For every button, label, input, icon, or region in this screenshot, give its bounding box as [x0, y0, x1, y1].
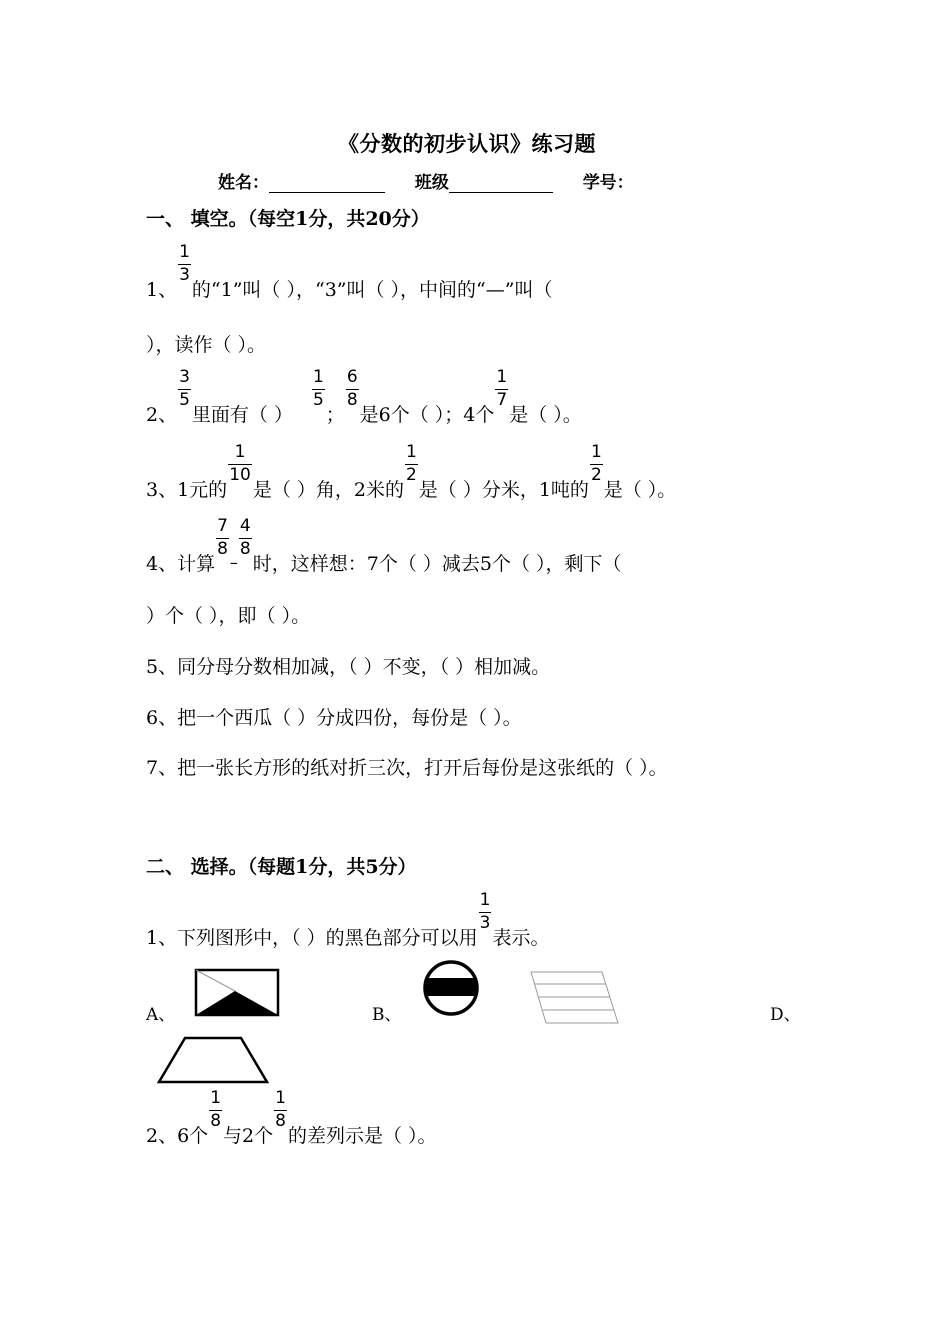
fraction: $\frac{1}{10}$	[229, 442, 251, 485]
number-label: 学号：	[582, 173, 634, 193]
option-a-label[interactable]: A、	[146, 1005, 176, 1025]
question-1-5: 5、同分母分数相加减，（ ）不变，（ ）相加减。	[146, 656, 551, 678]
question-1-3: 3、1元的 $\frac{1}{10}$ 是（ ）角，2米的 $\frac{1}{2}$ 是（ ）分米，1吨的 $\frac{1}{2}$ 是（ ）。	[146, 442, 677, 501]
page-title: 《分数的初步认识》练习题	[338, 131, 596, 156]
question-1-4: 4、计算 $\frac{7}{8}$ – $\frac{4}{8}$ 时，这样想：7个（ ）减去5个（ ），剩下（	[146, 516, 622, 575]
fraction: $\frac{4}{8}$	[239, 516, 251, 559]
fraction: $\frac{1}{2}$	[590, 442, 602, 485]
fraction: $\frac{6}{8}$	[346, 367, 358, 410]
fraction: $\frac{1}{2}$	[405, 442, 417, 485]
name-label: 姓名：	[218, 173, 269, 193]
question-1-1-cont: ），读作（ ）。	[146, 334, 267, 356]
question-1-1: 1、 $\frac{1}{3}$ 的“1”叫（ ），“3”叫（ ），中间的“—”叫（	[146, 242, 553, 301]
question-1-2: 2、 $\frac{3}{5}$ 里面有（ ） $\frac{1}{5}$ ； $\frac{6}{8}$ 是6个（ ）；4个 $\frac{1}{7}$ 是（ ）。	[146, 367, 582, 426]
question-2-1: 1、下列图形中，（ ）的黑色部分可以用 $\frac{1}{3}$ 表示。	[146, 890, 550, 949]
option-d-label[interactable]: D、	[770, 1005, 801, 1025]
student-info	[218, 168, 634, 193]
name-blank[interactable]	[269, 174, 385, 193]
option-b-label[interactable]: B、	[372, 1005, 402, 1025]
fraction: $\frac{1}{8}$	[210, 1088, 222, 1131]
fraction: $\frac{1}{7}$	[496, 367, 508, 410]
fraction: $\frac{1}{3}$	[479, 890, 491, 933]
fraction: $\frac{1}{5}$	[312, 367, 324, 410]
option-b-circle-figure[interactable]	[422, 960, 482, 1018]
option-d-trapezoid-figure[interactable]	[157, 1036, 269, 1084]
question-1-7: 7、把一张长方形的纸对折三次，打开后每份是这张纸的（ ）。	[146, 757, 668, 779]
fraction: $\frac{1}{3}$	[179, 242, 190, 285]
question-1-6: 6、把一个西瓜（ ）分成四份，每份是（ ）。	[146, 707, 522, 729]
section-1-heading: 一、 填空。（每空1分，共20分）	[146, 208, 430, 230]
question-1-4-cont: ）个（ ），即（ ）。	[146, 605, 311, 627]
option-c-parallelogram-figure[interactable]	[530, 971, 620, 1025]
class-blank[interactable]	[449, 174, 553, 193]
question-2-2: 2、6个 $\frac{1}{8}$ 与2个 $\frac{1}{8}$ 的差列示是（ ）。	[146, 1088, 437, 1147]
fraction: $\frac{3}{5}$	[179, 367, 190, 410]
option-a-rectangle-figure[interactable]	[195, 969, 279, 1017]
class-label: 班级	[414, 173, 449, 193]
fraction: $\frac{1}{8}$	[275, 1088, 286, 1131]
fraction: $\frac{7}{8}$	[217, 516, 228, 559]
section-2-heading: 二、 选择。（每题1分，共5分）	[146, 856, 417, 878]
